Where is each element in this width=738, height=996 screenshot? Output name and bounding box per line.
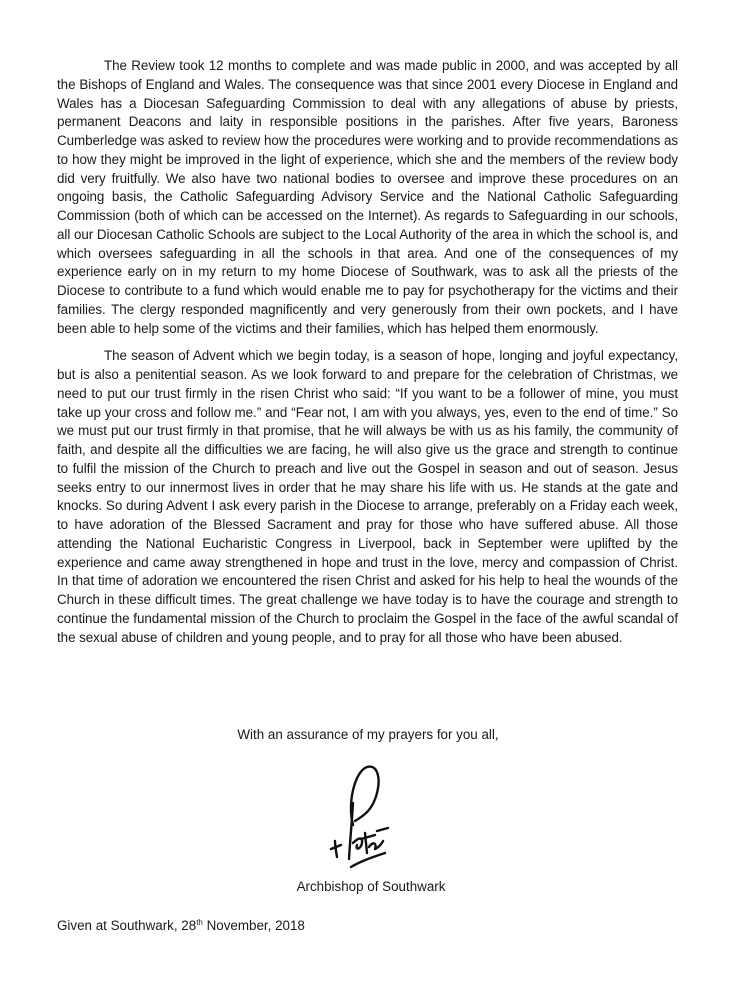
closing-line [0,726,738,744]
ordinal-suffix: th [196,918,203,927]
closing-text: With an assurance of my prayers for you all, [237,727,499,742]
given-suffix: November, 2018 [202,918,305,933]
signature-icon [325,763,415,878]
given-date-line [57,917,305,935]
paragraph-advent: The season of Advent which we begin today, is a season of hope, longing and joyful expectancy, but is also a penitential season. As we look forward to and prepare for the celebration of Christmas, we need to put our trust firmly in the risen Christ who said: “If you want to be a follower of mine, you must take up your cross and follow me.” and “Fear not, I am with you always, yes, even to the end of time.” So we must put our trust firmly in that promise, that he will always be with us as his family, the community of faith, and despite all the difficulties we are facing, he will also give us the grace and strength to continue to fulfil the mission of the Church to preach and live out the Gospel in season and out of season. Jesus seeks entry to our innermost lives in order that he may share his life with us. He stands at the gate and knocks. So during Advent I ask every parish in the Diocese to arrange, preferably on a Friday each week, to have adoration of the Blessed Sacrament and pray for those who have suffered abuse. All those attending the National Eucharistic Congress in Liverpool, back in September were uplifted by the experience and came away strengthened in hope and trust in the love, mercy and compassion of Christ. In that time of adoration we encountered the risen Christ and asked for his help to heal the wounds of the Church in these difficult times. The great challenge we have today is to have the courage and strength to continue the fundamental mission of the Church to proclaim the Gospel in the face of the awful scandal of the sexual abuse of children and young people, and to pray for all those who have been abused. [57,348,678,645]
letter-body [57,57,678,647]
paragraph-review: The Review took 12 months to complete and was made public in 2000, and was accepted by all the Bishops of England and Wales. The consequence was that since 2001 every Diocese in England and Wales has a Diocesan Safeguarding Commission to deal with any allegations of abuse by priests, permanent Deacons and laity in responsible positions in the parishes. After five years, Baroness Cumberledge was asked to review how the procedures were working and to provide recommendations as to how they might be improved in the light of experience, which she and the members of the review body did very fruitfully. We also have two national bodies to oversee and improve these procedures on an ongoing basis, the Catholic Safeguarding Advisory Service and the National Catholic Safeguarding Commission (both of which can be accessed on the Internet). As regards to Safeguarding in our schools, all our Diocesan Catholic Schools are subject to the Local Authority of the area in which the school is, and which oversees safeguarding in all the schools in that area. And one of the consequences of my experience early on in my return to my home Diocese of Southwark, was to ask all the priests of the Diocese to contribute to a fund which would enable me to pay for psychotherapy for the victims and their families. The clergy responded magnificently and very generously from their own pockets, and I have been able to help some of the victims and their families, which has helped them enormously. [57,58,678,336]
given-prefix: Given at Southwark, 28 [57,918,197,933]
signatory-title: Archbishop of Southwark [296,879,446,894]
